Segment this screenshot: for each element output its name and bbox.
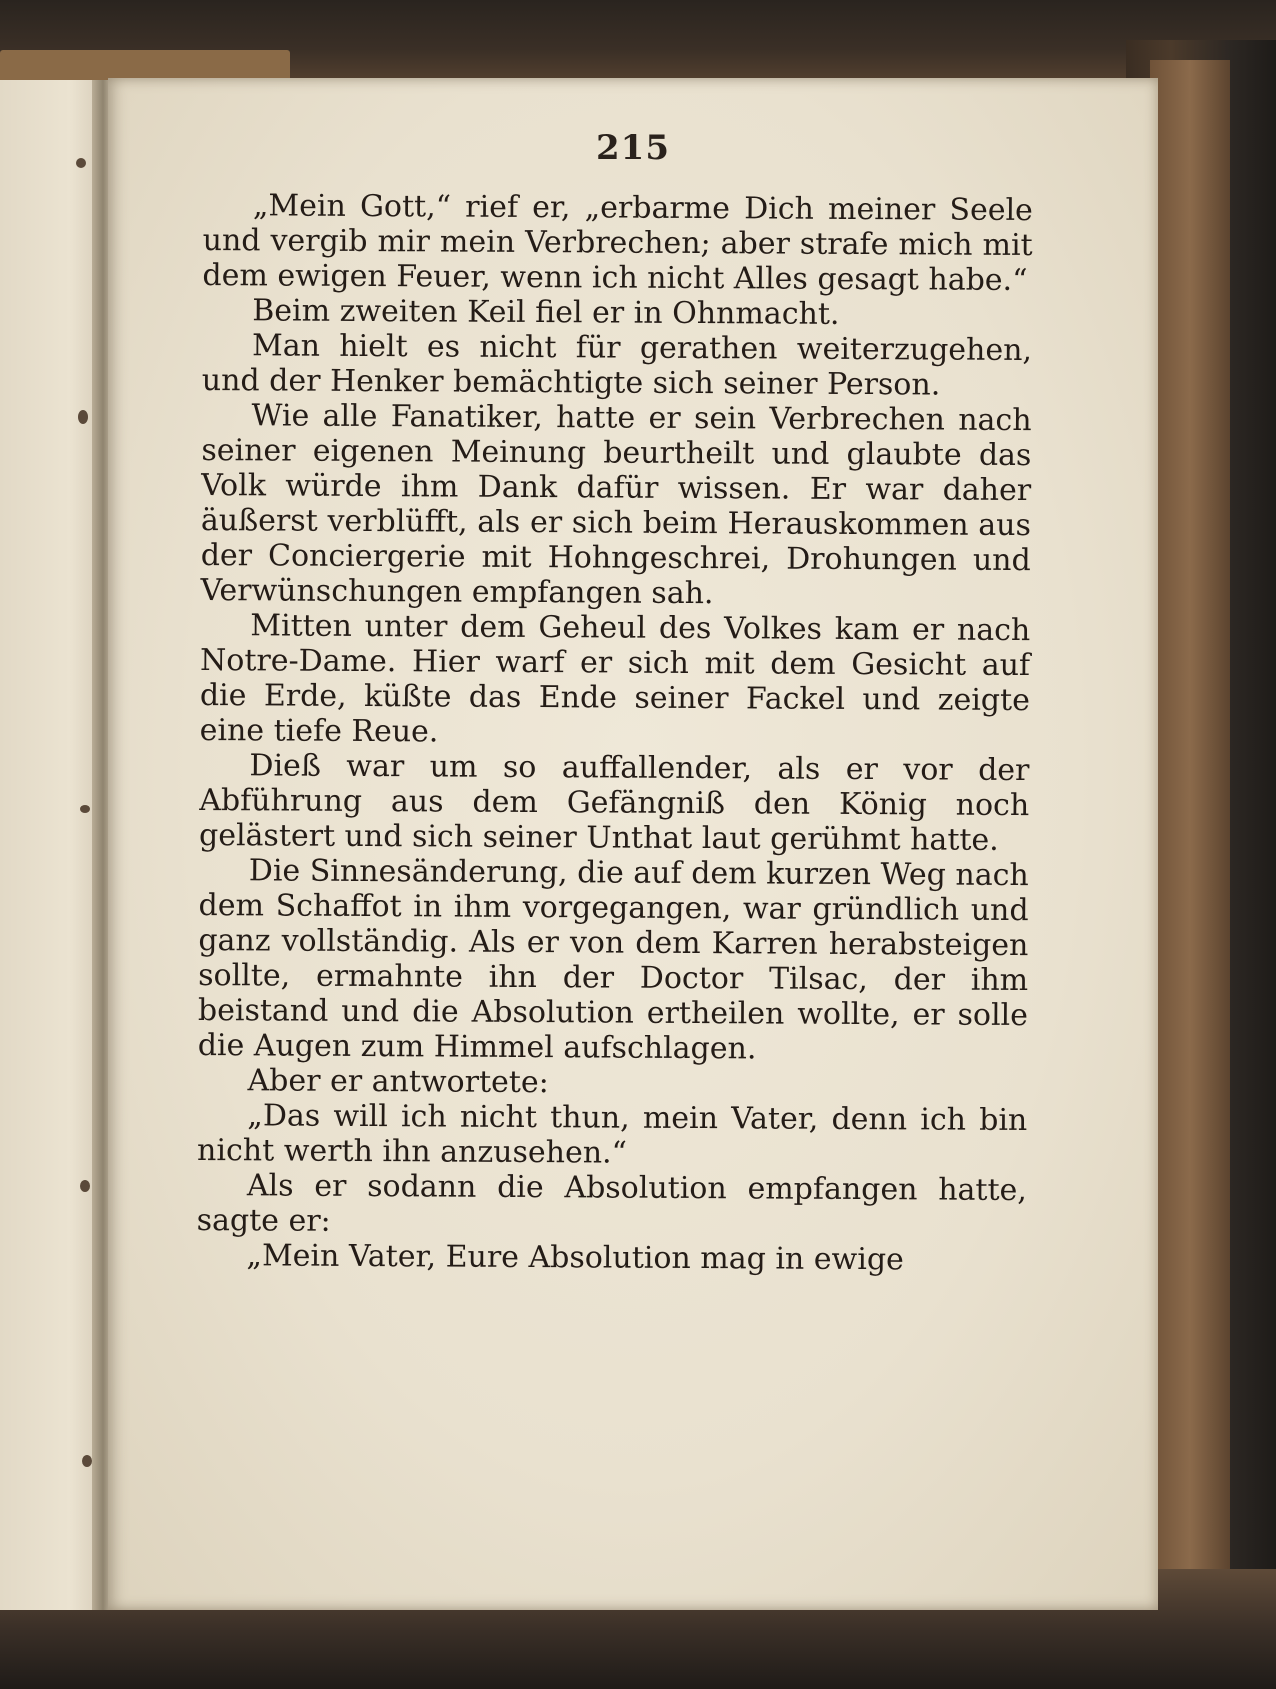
page-number: 215 — [596, 128, 670, 168]
paragraph: Man hielt es nicht für gerathen weiterzugehen, und der Henker bemächtigte sich seiner Person. — [201, 328, 1033, 403]
book-page — [108, 78, 1158, 1610]
page-text — [196, 188, 1033, 1278]
paragraph: „Mein Gott,“ rief er, „erbarme Dich meiner Seele und vergib mir mein Verbrechen; aber strafe mich mit dem ewigen Feuer, wenn ich nicht Alles gesagt habe.“ — [202, 188, 1033, 299]
sewing-mark — [80, 805, 90, 813]
paragraph: Mitten unter dem Geheul des Volkes kam er nach Notre-Dame. Hier warf er sich mit dem Gesicht auf die Erde, küßte das Ende seiner Fackel und zeigte eine tiefe Reue. — [199, 608, 1031, 750]
sewing-mark — [82, 1455, 92, 1467]
paragraph: Aber er antwortete: — [247, 1063, 549, 1101]
paragraph: „Das will ich nicht thun, mein Vater, denn ich bin nicht werth ihn anzusehen.“ — [197, 1098, 1028, 1171]
sewing-mark — [78, 410, 88, 424]
sewing-mark — [76, 158, 86, 168]
paragraph: Wie alle Fanatiker, hatte er sein Verbrechen nach seiner eigenen Meinung beurtheilt und glaubte das Volk würde ihm Dank dafür wissen. Er war daher äußerst verblüfft, als er sich beim Herauskommen aus der Conciergerie mit Hohngeschrei, Drohungen und Verwünschungen empfangen sah. — [200, 398, 1032, 612]
paragraph: Als er sodann die Absolution empfangen hatte, sagte er: — [196, 1168, 1027, 1239]
leather-binding-right — [1150, 60, 1230, 1620]
paragraph: „Mein Vater, Eure Absolution mag in ewige — [246, 1238, 904, 1278]
paragraph: Beim zweiten Keil fiel er in Ohnmacht. — [252, 293, 840, 332]
sewing-mark — [80, 1180, 90, 1192]
paragraph: Dieß war um so auffallender, als er vor der Abführung aus dem Gefängniß den König noch gelästert und sich seiner Unthat laut gerühmt hatte. — [198, 748, 1030, 858]
paragraph: Die Sinnesänderung, die auf dem kurzen Weg nach dem Schaffot in ihm vorgegangen, war gründlich und ganz vollständig. Als er von dem Karren herabsteigen sollte, ermahnte ihn der Doctor Tilsac, der ihm beistand und die Absolution ertheilen wollte, er solle die Augen zum Himmel aufschlagen. — [197, 853, 1029, 1067]
left-page-edge — [0, 80, 100, 1610]
